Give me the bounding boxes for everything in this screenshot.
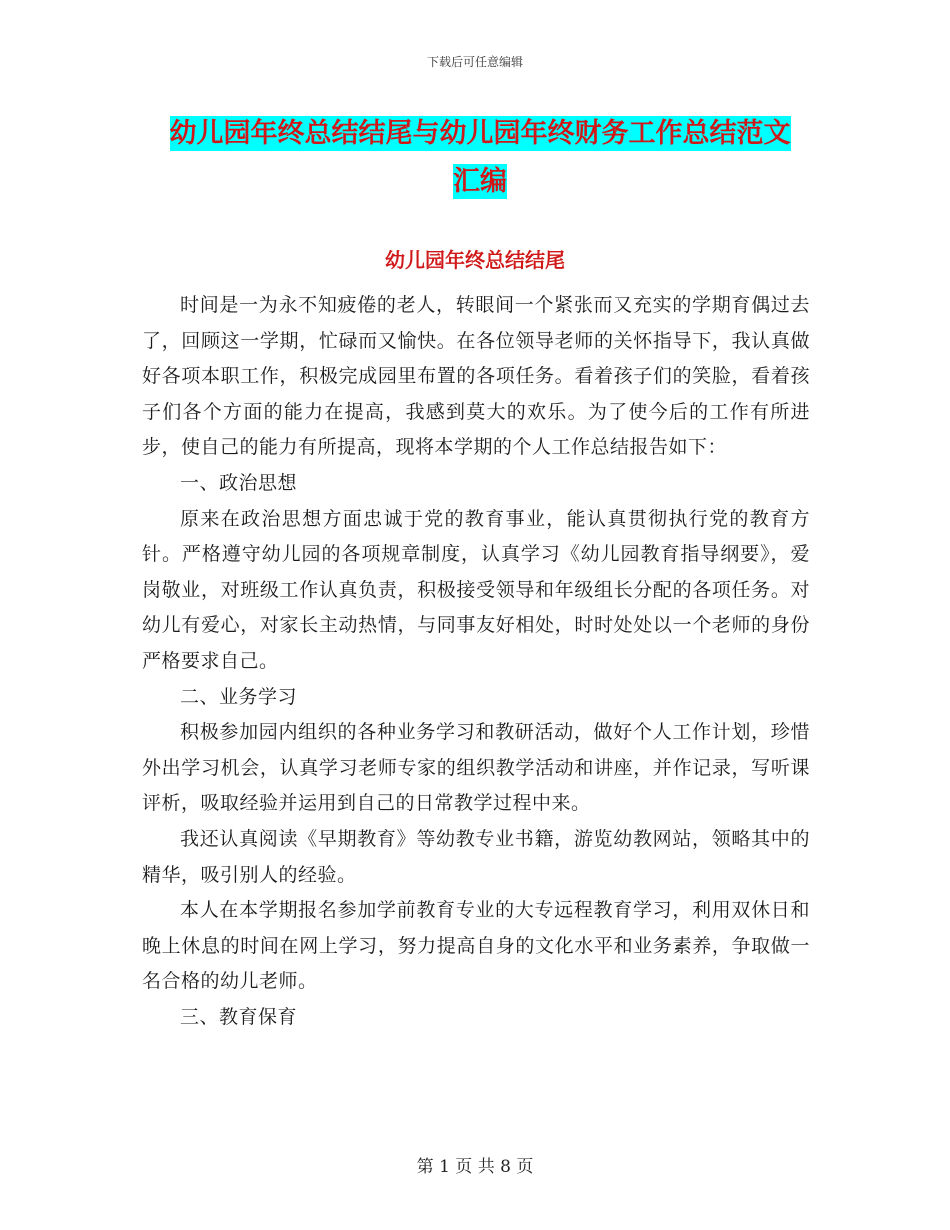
paragraph-reading: 我还认真阅读《早期教育》等幼教专业书籍，游览幼教网站，领略其中的精华，吸引别人的经验。 — [142, 827, 810, 886]
header-note: 下载后可任意编辑 — [426, 55, 523, 69]
heading-education-care: 三、教育保育 — [180, 1005, 298, 1028]
document-title-line-2: 汇编 — [453, 166, 507, 197]
paragraph-professional-study: 积极参加园内组织的各种业务学习和教研活动，做好个人工作计划，珍惜外出学习机会，认真学习老师专家的组织教学活动和讲座，并作记录，写听课评析，吸取经验并运用到自己的日常教学过程中来。 — [142, 721, 810, 815]
page-number: 第 1 页 共 8 页 — [416, 1157, 534, 1177]
paragraph-political-thought: 原来在政治思想方面忠诚于党的教育事业，能认真贯彻执行党的教育方针。严格遵守幼儿园的各项规章制度，认真学习《幼儿园教育指导纲要》，爱岗敬业，对班级工作认真负责，积极接受领导和年级组长分配的各项任务。对幼儿有爱心，对家长主动热情，与同事友好相处，时时处处以一个老师的身份严格要求自己。 — [142, 507, 810, 672]
section-title: 幼儿园年终总结结尾 — [385, 248, 565, 272]
heading-political-thought: 一、政治思想 — [180, 471, 298, 494]
paragraph-intro: 时间是一为永不知疲倦的老人，转眼间一个紧张而又充实的学期育偶过去了，回顾这一学期，忙碌而又愉快。在各位领导老师的关怀指导下，我认真做好各项本职工作，积极完成园里布置的各项任务。看着孩子们的笑脸，看着孩子们各个方面的能力在提高，我感到莫大的欢乐。为了使今后的工作有所进步，使自己的能力有所提高，现将本学期的个人工作总结报告如下： — [142, 294, 810, 459]
document-body — [142, 288, 810, 1035]
heading-professional-study: 二、业务学习 — [180, 685, 298, 708]
paragraph-distance-learning: 本人在本学期报名参加学前教育专业的大专远程教育学习，利用双休日和晚上休息的时间在网上学习，努力提高自身的文化水平和业务素养，争取做一名合格的幼儿老师。 — [142, 899, 810, 993]
document-title — [140, 110, 820, 206]
document-title-line-1: 幼儿园年终总结结尾与幼儿园年终财务工作总结范文 — [169, 118, 791, 149]
